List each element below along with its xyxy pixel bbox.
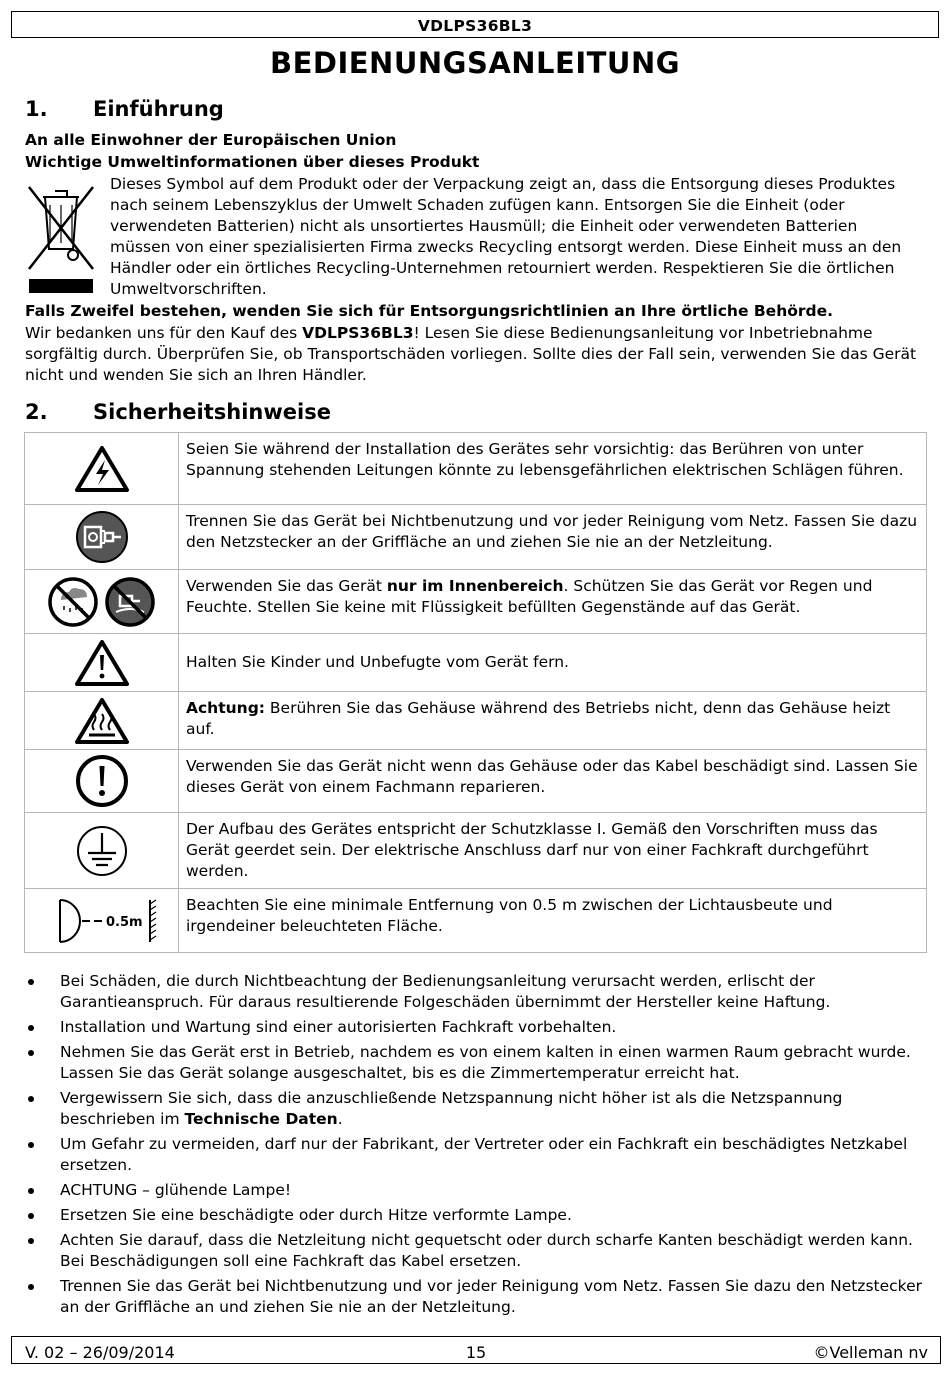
thanks-text-post: ! Lesen Sie diese Bedienungsanleitung vor Inbetriebnahme sorgfältig durch. Überprüfen Sie, ob Transportschäden vorliegen. Sollte dies der Fall sein, verwenden Sie das Gerät nicht und wenden Sie sich an Ihren Händler. <box>25 324 917 384</box>
safety-text: Seien Sie während der Installation des Gerätes sehr vorsichtig: das Berühren von unter Spannung stehenden Leitungen könnte zu lebensgefährlichen elektrischen Schlägen führen. <box>179 433 927 505</box>
safety-text-pre: Verwenden Sie das Gerät <box>186 577 387 595</box>
hot-surface-warning-icon <box>74 697 130 745</box>
list-item <box>25 1088 930 1130</box>
electric-shock-warning-icon <box>74 445 130 493</box>
safety-icon-cell <box>25 570 179 634</box>
safety-icon-cell <box>25 692 179 750</box>
no-rain-no-water-icon <box>46 576 158 628</box>
safety-text-bold: nur im Innenbereich <box>386 577 564 595</box>
safety-text-post: Berühren Sie das Gehäuse während des Betriebs nicht, denn das Gehäuse heizt auf. <box>186 699 891 738</box>
safety-row <box>25 570 927 634</box>
safety-text-bold: Achtung: <box>186 699 265 717</box>
thanks-text-pre: Wir bedanken uns für den Kauf des <box>25 324 303 342</box>
list-item-text-bold: Technische Daten <box>184 1110 338 1128</box>
safety-row <box>25 692 927 750</box>
safety-text: Der Aufbau des Gerätes entspricht der Schutzklasse I. Gemäß den Vorschriften muss das Gerät geerdet sein. Der elektrische Anschluss darf nur von einer Fachkraft durchgeführt werden. <box>179 813 927 889</box>
safety-row <box>25 813 927 889</box>
header-model: VDLPS36BL3 <box>417 17 533 35</box>
safety-row <box>25 750 927 813</box>
document-title: BEDIENUNGSANLEITUNG <box>269 46 681 80</box>
safety-icon-cell <box>25 813 179 889</box>
safety-icon-cell <box>25 433 179 505</box>
list-item: ACHTUNG – glühende Lampe! <box>25 1180 930 1201</box>
unplug-mains-icon <box>75 510 129 564</box>
safety-icon-cell <box>25 505 179 570</box>
list-item: Ersetzen Sie eine beschädigte oder durch Hitze verformte Lampe. <box>25 1205 930 1226</box>
footer-copyright: ©Velleman nv <box>813 1343 928 1362</box>
list-item-text-pre: Vergewissern Sie sich, dass die anzuschließende Netzspannung nicht höher ist als die Netzspannung beschrieben im <box>60 1089 843 1128</box>
safety-row <box>25 889 927 953</box>
exclamation-circle-icon <box>75 754 129 808</box>
thanks-paragraph <box>25 323 925 386</box>
safety-icon-cell <box>25 889 179 953</box>
section-1-number: 1. <box>25 97 48 121</box>
safety-text <box>179 692 927 750</box>
safety-text <box>179 570 927 634</box>
section-1-heading <box>25 95 224 123</box>
general-warning-icon <box>74 639 130 687</box>
safety-text-post: . Schützen Sie das Gerät vor Regen und Feuchte. Stellen Sie keine mit Flüssigkeit befüllten Gegenstände auf das Gerät. <box>186 577 873 616</box>
list-item: Bei Schäden, die durch Nichtbeachtung der Bedienungsanleitung verursacht werden, erlischt der Garantieanspruch. Für daraus resultierende Folgeschäden übernimmt der Hersteller keine Haftung. <box>25 971 930 1013</box>
list-item: Achten Sie darauf, dass die Netzleitung nicht gequetscht oder durch scharfe Kanten beschädigt werden kann. Bei Beschädigungen soll eine Fachkraft das Kabel ersetzen. <box>25 1230 930 1272</box>
protective-earth-icon <box>75 824 129 878</box>
safety-row <box>25 433 927 505</box>
safety-icon-cell <box>25 750 179 813</box>
footer-version: V. 02 – 26/09/2014 <box>25 1343 175 1362</box>
safety-icon-cell <box>25 634 179 692</box>
safety-text: Verwenden Sie das Gerät nicht wenn das Gehäuse oder das Kabel beschädigt sind. Lassen Sie dieses Gerät von einem Fachmann reparieren. <box>179 750 927 813</box>
thanks-model: VDLPS36BL3 <box>302 324 414 342</box>
safety-text: Halten Sie Kinder und Unbefugte vom Gerät fern. <box>179 634 927 692</box>
crossed-out-wheelie-bin-icon <box>23 179 99 297</box>
disposal-doubt-notice: Falls Zweifel bestehen, wenden Sie sich für Entsorgungsrichtlinien an Ihre örtliche Behörde. <box>25 302 834 320</box>
footer-page-number: 15 <box>465 1343 487 1362</box>
safety-row <box>25 505 927 570</box>
list-item: Installation und Wartung sind einer autorisierten Fachkraft vorbehalten. <box>25 1017 930 1038</box>
environment-info-subheading: Wichtige Umweltinformationen über dieses Produkt <box>25 153 480 171</box>
weee-disposal-text: Dieses Symbol auf dem Produkt oder der Verpackung zeigt an, dass die Entsorgung dieses Produktes nach seinem Lebenszyklus der Umwelt Schaden zufügen kann. Entsorgen Sie die Einheit (oder verwendeten Batterien) nicht als unsortiertes Hausmüll; die Einheit oder verwendeten Batterien müssen von einer spezialisierten Firma zwecks Recycling entsorgt werden. Diese Einheit muss an den Händler oder ein örtliches Recycling-Unternehmen retourniert werden. Respektieren Sie die örtlichen Umweltvorschriften. <box>110 175 902 298</box>
safety-bullet-list <box>25 971 930 1322</box>
minimum-distance-label: 0.5m <box>105 914 143 930</box>
safety-text: Trennen Sie das Gerät bei Nichtbenutzung und vor jeder Reinigung vom Netz. Fassen Sie dazu den Netzstecker an der Griffläche an und ziehen Sie nie an der Netzleitung. <box>179 505 927 570</box>
section-2-heading <box>25 398 331 426</box>
minimum-distance-icon <box>44 896 160 946</box>
section-1-title: Einführung <box>93 97 224 121</box>
section-2-number: 2. <box>25 400 48 424</box>
section-2-title: Sicherheitshinweise <box>93 400 331 424</box>
safety-row <box>25 634 927 692</box>
safety-table <box>24 432 927 953</box>
footer-box <box>11 1336 941 1364</box>
list-item-text-post: . <box>337 1110 343 1128</box>
list-item: Nehmen Sie das Gerät erst in Betrieb, nachdem es von einem kalten in einen warmen Raum gebracht wurde. Lassen Sie das Gerät solange ausgeschaltet, bis es die Zimmertemperatur erreicht hat. <box>25 1042 930 1084</box>
safety-text: Beachten Sie eine minimale Entfernung von 0.5 m zwischen der Lichtausbeute und irgendeiner beleuchteten Fläche. <box>179 889 927 953</box>
eu-residents-subheading: An alle Einwohner der Europäischen Union <box>25 131 397 149</box>
header-box <box>11 11 939 38</box>
list-item: Um Gefahr zu vermeiden, darf nur der Fabrikant, der Vertreter oder ein Fachkraft ein beschädigtes Netzkabel ersetzen. <box>25 1134 930 1176</box>
list-item: Trennen Sie das Gerät bei Nichtbenutzung und vor jeder Reinigung vom Netz. Fassen Sie dazu den Netzstecker an der Griffläche an und ziehen Sie nie an der Netzleitung. <box>25 1276 930 1318</box>
